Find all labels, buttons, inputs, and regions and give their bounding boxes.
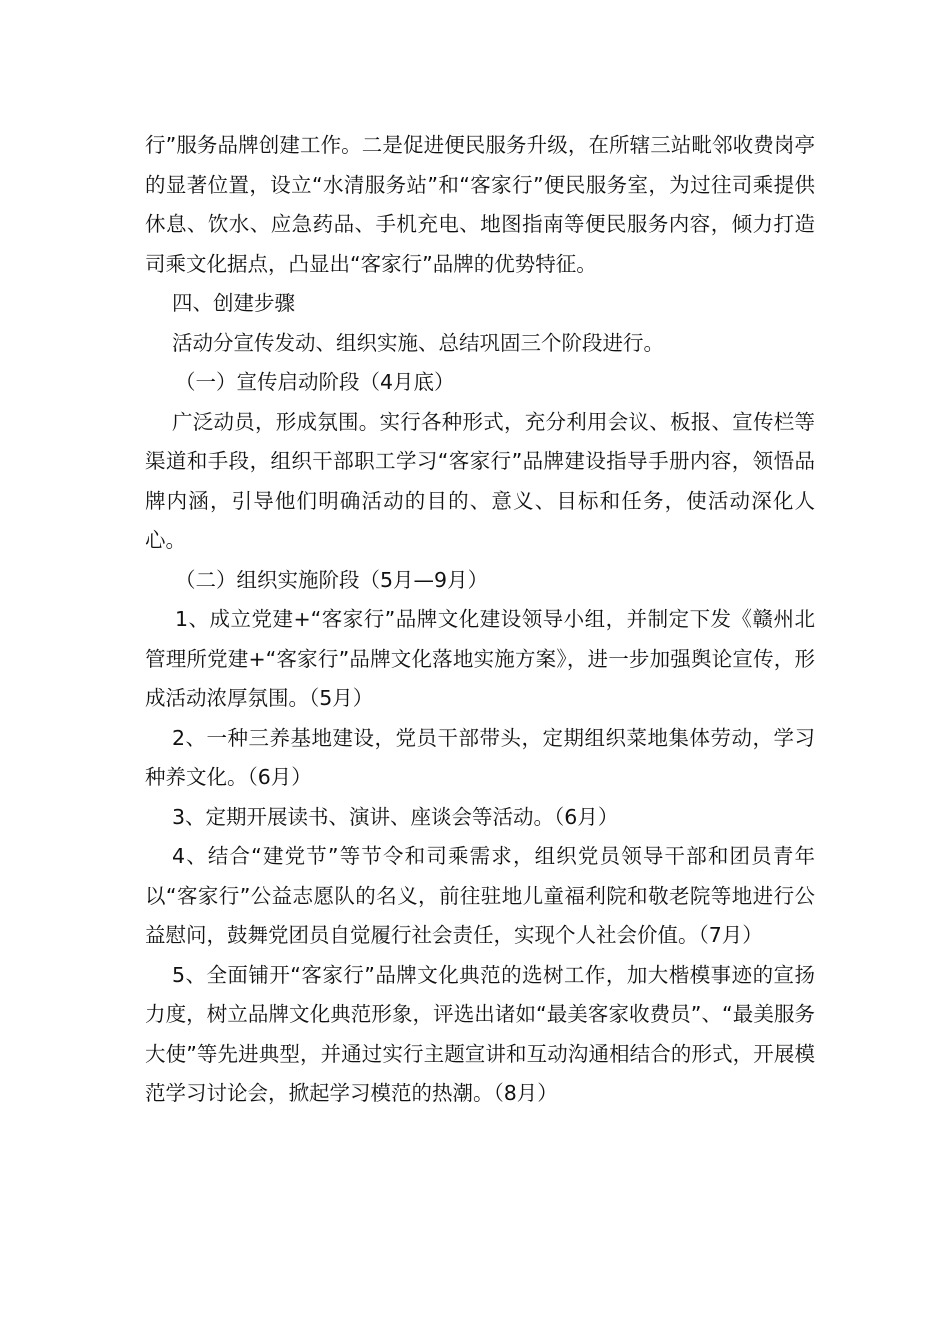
section-heading-creation-steps: 四、创建步骤 [172,291,295,315]
paragraph-continuation: 行”服务品牌创建工作。二是促进便民服务升级，在所辖三站毗邻收费岗亭的显著位置，设立“水清服务站”和“客家行”便民服务室，为过往司乘提供休息、饮水、应急药品、手机充电、地图指南等便民服务内容，倾力打造司乘文化据点，凸显出“客家行”品牌的优势特征。 [145,133,815,276]
paragraph-stage-publicity: 广泛动员，形成氛围。实行各种形式，充分利用会议、板报、宣传栏等渠道和手段，组织干部职工学习“客家行”品牌建设指导手册内容，领悟品牌内涵，引导他们明确活动的目的、意义、目标和任务，使活动深化人心。 [145,409,815,552]
list-item-3: 3、定期开展读书、演讲、座谈会等活动。（6月） [172,804,619,829]
stage-heading-implementation: （二）组织实施阶段（5月—9月） [175,567,489,592]
list-item-4: 4、结合“建党节”等节令和司乘需求，组织党员领导干部和团员青年以“客家行”公益志愿队的名义，前往驻地儿童福利院和敬老院等地进行公益慰问，鼓舞党团员自觉履行社会责任，实现个人社会价值。（7月） [145,844,815,947]
list-item-5: 5、全面铺开“客家行”品牌文化典范的选树工作，加大楷模事迹的宣扬力度，树立品牌文化典范形象，评选出诸如“最美客家收费员”、“最美服务大使”等先进典型，并通过实行主题宣讲和互动沟通相结合的形式，开展模范学习讨论会，掀起学习模范的热潮。（8月） [145,962,815,1105]
list-item-2: 2、一种三养基地建设，党员干部带头，定期组织菜地集体劳动，学习种养文化。（6月） [145,725,815,789]
paragraph-overview: 活动分宣传发动、组织实施、总结巩固三个阶段进行。 [172,330,664,355]
stage-heading-publicity: （一）宣传启动阶段（4月底） [175,370,455,394]
list-item-1: 1、成立党建+“客家行”品牌文化建设领导小组，并制定下发《赣州北管理所党建+“客家行”品牌文化落地实施方案》，进一步加强舆论宣传，形成活动浓厚氛围。（5月） [145,607,815,710]
document-body [145,126,815,1114]
